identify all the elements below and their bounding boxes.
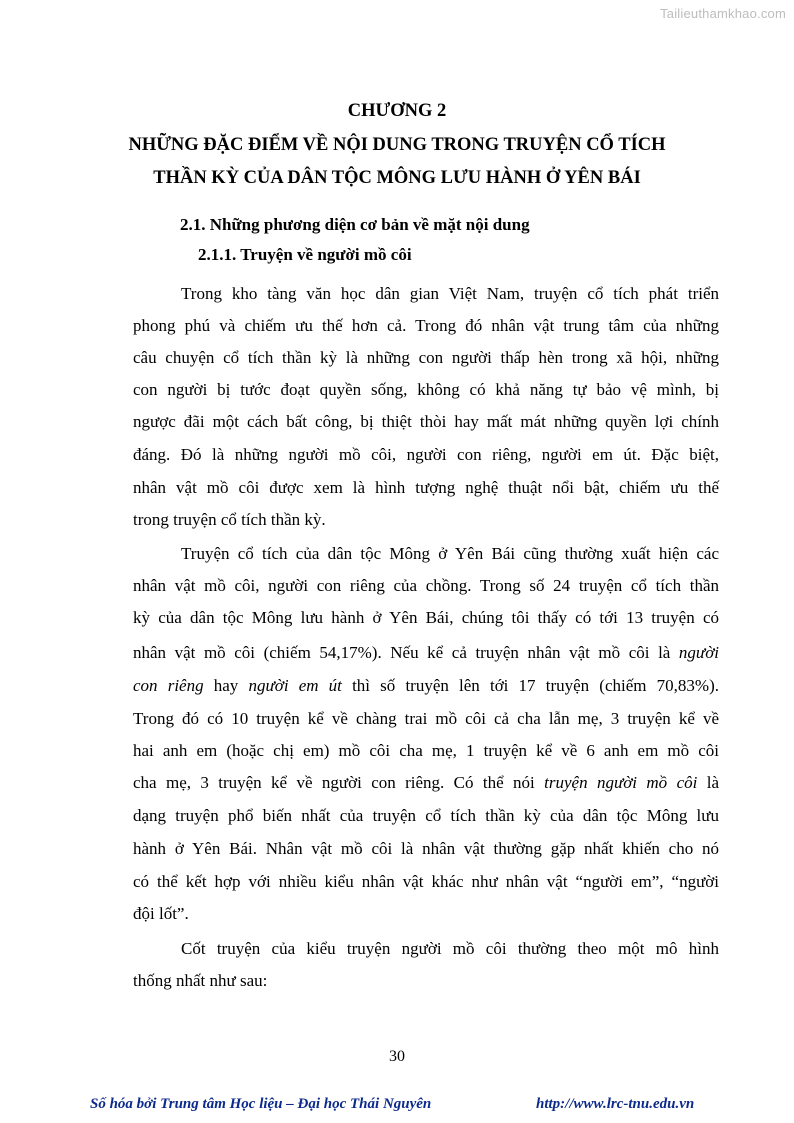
paragraph-3-line: Cốt truyện của kiểu truyện người mồ côi thường theo một mô hình: [181, 939, 719, 958]
paragraph-2-line: Truyện cổ tích của dân tộc Mông ở Yên Bái cũng thường xuất hiện các: [181, 544, 719, 563]
page-number: 30: [389, 1048, 405, 1065]
text-run: cha mẹ, 3 truyện kể về người con riêng. Có thể nói: [133, 773, 545, 792]
paragraph-2-line: hành ở Yên Bái. Nhân vật mồ côi là nhân vật thường gặp nhất khiến cho nó: [133, 839, 719, 858]
section-heading-2-1: 2.1. Những phương diện cơ bản về mặt nội dung: [180, 215, 530, 234]
text-run: thì số truyện lên tới 17 truyện (chiếm 70,83%).: [341, 676, 719, 695]
paragraph-2-line: nhân vật mồ côi, người con riêng của chồng. Trong số 24 truyện cổ tích thần: [133, 576, 719, 595]
footer-credit: Số hóa bởi Trung tâm Học liệu – Đại học Thái Nguyên: [90, 1096, 432, 1112]
paragraph-2-line: hai anh em (hoặc chị em) mồ côi cha mẹ, 1 truyện kể về 6 anh em mồ côi: [133, 741, 719, 760]
paragraph-1-line: phong phú và chiếm ưu thế hơn cả. Trong đó nhân vật trung tâm của những: [133, 316, 719, 335]
section-heading-2-1-1: 2.1.1. Truyện về người mồ côi: [198, 245, 412, 264]
italic-term: người em út: [248, 676, 342, 695]
paragraph-2-line: Trong đó có 10 truyện kể về chàng trai mồ côi cả cha lẫn mẹ, 3 truyện kể về: [133, 709, 719, 728]
paragraph-2-line: dạng truyện phổ biến nhất của truyện cổ tích thần kỳ của dân tộc Mông lưu: [133, 806, 719, 825]
paragraph-2-line: kỳ của dân tộc Mông lưu hành ở Yên Bái, chúng tôi thấy có tới 13 truyện có: [133, 608, 719, 627]
text-run: là: [697, 773, 719, 792]
italic-term: con riêng: [133, 676, 204, 695]
watermark-text: Tailieuthamkhao.com: [660, 6, 786, 21]
footer-url-link[interactable]: http://www.lrc-tnu.edu.vn: [536, 1096, 695, 1112]
paragraph-1-line: ngược đãi một cách bất công, bị thiệt thòi hay mất mát những quyền lợi chính: [133, 412, 719, 431]
text-run: nhân vật mồ côi (chiếm 54,17%). Nếu kể cả truyện nhân vật mồ côi là: [133, 643, 679, 662]
paragraph-2-line: [133, 773, 719, 793]
paragraph-2-line: có thể kết hợp với nhiều kiểu nhân vật khác như nhân vật “người em”, “người: [133, 872, 719, 891]
paragraph-1-line: câu chuyện cổ tích thần kỳ là những con người thấp hèn trong xã hội, những: [133, 348, 719, 367]
chapter-title-line-2: THẦN KỲ CỦA DÂN TỘC MÔNG LƯU HÀNH Ở YÊN BÁI: [153, 168, 641, 188]
paragraph-2-line: [133, 643, 719, 663]
paragraph-1-line: con người bị tước đoạt quyền sống, không có khả năng tự bảo vệ mình, bị: [133, 380, 719, 399]
paragraph-1-line: nhân vật mồ côi được xem là hình tượng nghệ thuật nổi bật, chiếm ưu thế: [133, 478, 719, 497]
text-run: hay: [203, 676, 249, 695]
italic-term: người: [678, 643, 719, 662]
italic-term: truyện người mồ côi: [544, 773, 698, 792]
paragraph-3-line: thống nhất như sau:: [133, 971, 268, 990]
paragraph-2-line: đội lốt”.: [133, 904, 189, 923]
chapter-title-line-1: NHỮNG ĐẶC ĐIỂM VỀ NỘI DUNG TRONG TRUYỆN CỔ TÍCH: [128, 135, 666, 155]
paragraph-1-line: trong truyện cổ tích thần kỳ.: [133, 510, 326, 529]
chapter-heading: CHƯƠNG 2: [347, 101, 447, 121]
paragraph-1-line: Trong kho tàng văn học dân gian Việt Nam, truyện cổ tích phát triển: [181, 284, 719, 303]
paragraph-2-line: [133, 676, 719, 696]
paragraph-1-line: đáng. Đó là những người mồ côi, người con riêng, người em út. Đặc biệt,: [133, 445, 719, 464]
